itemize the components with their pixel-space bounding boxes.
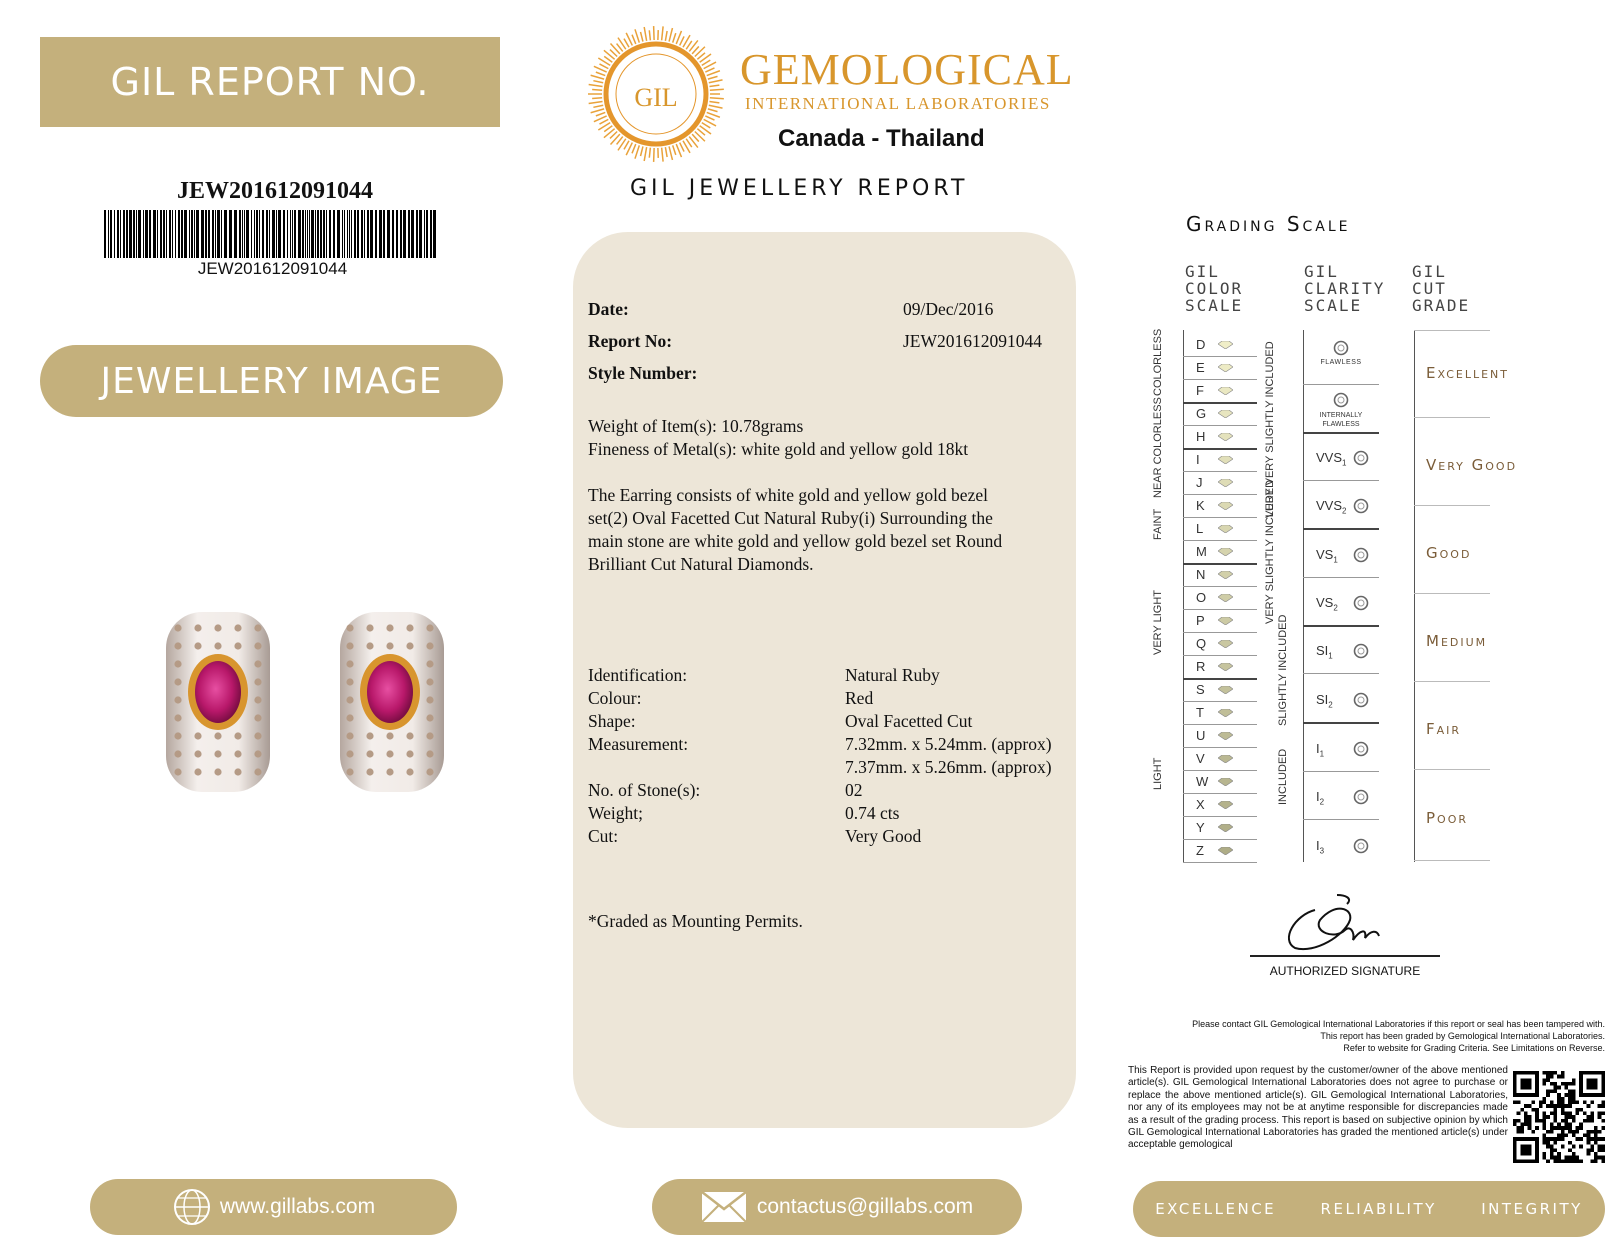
clarity-label bbox=[1316, 838, 1324, 856]
clarity-label bbox=[1316, 692, 1333, 710]
globe-icon bbox=[172, 1187, 212, 1227]
contact-line: This report has been graded by Gemological International Laboratories. bbox=[1320, 1031, 1605, 1041]
color-grade-letter: L bbox=[1196, 521, 1204, 536]
contact-line: Refer to website for Grading Criteria. See Limitations on Reverse. bbox=[1343, 1043, 1605, 1053]
cut-grade-divider bbox=[1414, 593, 1490, 594]
report-no-value: JEW201612091044 bbox=[903, 331, 1043, 351]
detail-value-colour: Red bbox=[845, 688, 874, 708]
qr-code bbox=[1513, 1071, 1605, 1163]
color-grade-row bbox=[1183, 725, 1257, 747]
color-grade-letter: Y bbox=[1196, 820, 1205, 835]
color-grade-letter: I bbox=[1196, 452, 1200, 467]
clarity-label: FLAWLESS bbox=[1320, 359, 1362, 366]
color-head-line: COLOR bbox=[1185, 279, 1244, 298]
clarity-label bbox=[1316, 595, 1338, 613]
color-grade-row bbox=[1183, 656, 1257, 678]
color-group-light: LIGHT bbox=[1152, 757, 1164, 790]
diamond-icon bbox=[1218, 778, 1233, 786]
color-grade-letter: M bbox=[1196, 544, 1207, 559]
color-grade-row bbox=[1183, 518, 1257, 540]
color-grade-letter: U bbox=[1196, 728, 1206, 743]
description-line: main stone are white gold and yellow gold bezel set Round bbox=[588, 531, 1003, 551]
color-grade-row bbox=[1183, 633, 1257, 655]
clarity-grade-row bbox=[1303, 641, 1379, 663]
color-grade-row bbox=[1183, 817, 1257, 839]
clarity-label-base: I bbox=[1316, 838, 1320, 853]
clarity-divider bbox=[1303, 480, 1379, 481]
signature-line bbox=[1250, 955, 1440, 957]
clarity-label-sub: 1 bbox=[1328, 651, 1333, 661]
clarity-label bbox=[1316, 450, 1346, 468]
values-pill bbox=[1133, 1181, 1605, 1237]
cut-grade-divider bbox=[1414, 860, 1490, 861]
diamond-icon bbox=[1333, 392, 1349, 408]
clarity-label-base: VS bbox=[1316, 595, 1334, 610]
color-grade-letter: Q bbox=[1196, 636, 1207, 651]
clarity-grade-row bbox=[1303, 593, 1379, 615]
diamond-icon bbox=[1218, 548, 1233, 556]
mounting-note: *Graded as Mounting Permits. bbox=[588, 911, 803, 931]
cut-grade-divider bbox=[1414, 769, 1490, 770]
detail-value-measurement-2: 7.37mm. x 5.26mm. (approx) bbox=[845, 757, 1052, 777]
website-link[interactable]: www.gillabs.com bbox=[219, 1195, 376, 1218]
color-grade-row bbox=[1183, 564, 1257, 586]
clarity-label-line: FLAWLESS bbox=[1322, 421, 1360, 428]
color-grade-letter: J bbox=[1196, 475, 1203, 490]
cut-grade-divider bbox=[1414, 505, 1490, 506]
logo-text: GIL bbox=[634, 83, 678, 112]
detail-value-stones: 02 bbox=[845, 780, 863, 800]
value-excellence: EXCELLENCE bbox=[1155, 1200, 1277, 1218]
diamond-icon bbox=[1353, 692, 1369, 708]
cut-grade-label: Poor bbox=[1426, 809, 1469, 827]
clarity-grade-row bbox=[1303, 690, 1379, 712]
grading-scale-title: Grading Scale bbox=[1186, 212, 1351, 236]
diamond-icon bbox=[1218, 686, 1233, 694]
jewellery-image-label: JEWELLERY IMAGE bbox=[40, 345, 503, 417]
color-grade-letter: V bbox=[1196, 751, 1205, 766]
report-title: GIL JEWELLERY REPORT bbox=[630, 176, 969, 201]
diamond-icon bbox=[1218, 410, 1233, 418]
color-grade-letter: Z bbox=[1196, 843, 1204, 858]
color-scale-heading bbox=[1185, 263, 1243, 314]
color-grade-letter: T bbox=[1196, 705, 1204, 720]
color-grade-letter: D bbox=[1196, 337, 1206, 352]
clarity-label-base: SI bbox=[1316, 692, 1329, 707]
diamond-icon bbox=[1218, 364, 1233, 372]
detail-label-shape: Shape: bbox=[588, 711, 636, 731]
barcode bbox=[104, 210, 437, 258]
diamond-icon bbox=[1218, 755, 1233, 763]
diamond-icon bbox=[1218, 594, 1233, 602]
detail-value-shape: Oval Facetted Cut bbox=[845, 711, 973, 731]
diamond-icon bbox=[1353, 643, 1369, 659]
brand-title: GEMOLOGICAL bbox=[740, 45, 1074, 94]
color-grade-row bbox=[1183, 840, 1257, 862]
brand-country: Canada - Thailand bbox=[778, 125, 985, 152]
clarity-label-sub: 2 bbox=[1319, 797, 1325, 807]
clarity-label bbox=[1303, 411, 1379, 429]
clarity-divider bbox=[1303, 673, 1379, 674]
website-pill[interactable] bbox=[90, 1179, 457, 1235]
color-grade-letter: E bbox=[1196, 360, 1205, 375]
clarity-label-base: SI bbox=[1316, 643, 1329, 658]
color-grade-row bbox=[1183, 334, 1257, 356]
clarity-label-sub: 2 bbox=[1342, 506, 1347, 516]
detail-label-weight: Weight; bbox=[588, 803, 643, 823]
diamond-icon bbox=[1218, 801, 1233, 809]
style-number-label: Style Number: bbox=[588, 363, 698, 383]
diamond-icon bbox=[1353, 498, 1369, 514]
diamond-icon bbox=[1218, 479, 1233, 487]
diamond-icon bbox=[1218, 571, 1233, 579]
diamond-icon bbox=[1218, 387, 1233, 395]
report-id: JEW201612091044 bbox=[176, 178, 373, 204]
detail-value-weight: 0.74 cts bbox=[845, 803, 900, 823]
value-integrity: INTEGRITY bbox=[1481, 1200, 1583, 1218]
diamond-icon bbox=[1333, 340, 1349, 356]
barcode-text: JEW201612091044 bbox=[197, 259, 348, 278]
clarity-label-sub: 1 bbox=[1319, 749, 1325, 759]
color-grade-row bbox=[1183, 403, 1257, 425]
detail-label-stones: No. of Stone(s): bbox=[588, 780, 701, 800]
diamond-icon bbox=[1218, 456, 1233, 464]
color-group-very-light: VERY LIGHT bbox=[1152, 589, 1164, 655]
clarity-label-base: VVS bbox=[1316, 450, 1343, 465]
clarity-label-base: I bbox=[1316, 741, 1320, 756]
clarity-label-base: VS bbox=[1316, 547, 1334, 562]
cut-grade-divider bbox=[1414, 681, 1490, 682]
clarity-grade-row bbox=[1303, 448, 1379, 470]
clarity-scale-heading bbox=[1304, 263, 1385, 314]
color-row-divider bbox=[1183, 862, 1257, 863]
clarity-divider bbox=[1303, 771, 1379, 772]
color-grade-letter: O bbox=[1196, 590, 1207, 605]
earrings-photo bbox=[150, 600, 460, 800]
diamond-icon bbox=[1353, 547, 1369, 563]
clarity-group-i: INCLUDED bbox=[1277, 748, 1289, 805]
fineness-line: Fineness of Metal(s): white gold and yellow gold 18kt bbox=[588, 439, 969, 459]
clarity-label-base: VVS bbox=[1316, 498, 1343, 513]
diamond-icon bbox=[1353, 741, 1369, 757]
diamond-icon bbox=[1218, 341, 1233, 349]
clarity-label bbox=[1316, 643, 1333, 661]
diamond-icon bbox=[1353, 595, 1369, 611]
clarity-divider bbox=[1303, 625, 1379, 627]
description-line: The Earring consists of white gold and yellow gold bezel bbox=[588, 485, 988, 505]
clarity-divider bbox=[1303, 577, 1379, 578]
cut-grade-heading bbox=[1412, 263, 1470, 314]
color-grade-letter: F bbox=[1196, 383, 1204, 398]
clarity-label-base: I bbox=[1316, 789, 1320, 804]
cut-grade-divider bbox=[1414, 330, 1490, 331]
diamond-icon bbox=[1218, 433, 1233, 441]
diamond-icon bbox=[1218, 525, 1233, 533]
clarity-label bbox=[1316, 789, 1324, 807]
color-group-faint: FAINT bbox=[1152, 508, 1164, 540]
color-grade-row bbox=[1183, 610, 1257, 632]
disclaimer: This Report is provided upon request by the customer/owner of the above mentioned article(s). GIL Gemological International Laboratories does not agree to purchase or replace the above mentioned article(s). GIL Gemological International Laboratories, nor any of its employees may not be at anytime responsible for discrepancies made as a result of the grading process. This report is based on subjective opinion by which GIL Gemological International Laboratories has graded the mentioned article(s) under acceptable gemological bbox=[1128, 1065, 1508, 1151]
color-grade-letter: N bbox=[1196, 567, 1206, 582]
brand-subtitle: INTERNATIONAL LABORATORIES bbox=[745, 94, 1051, 113]
color-grade-letter: S bbox=[1196, 682, 1205, 697]
clarity-group-vvsi: VERY VERY SLIGHTLY INCLUDED bbox=[1264, 341, 1276, 518]
clarity-head-line: CLARITY bbox=[1304, 279, 1386, 298]
color-grade-letter: G bbox=[1196, 406, 1207, 421]
signature bbox=[1275, 890, 1405, 955]
detail-label-measurement: Measurement: bbox=[588, 734, 689, 754]
clarity-grade-row bbox=[1303, 787, 1379, 809]
clarity-label bbox=[1316, 498, 1346, 516]
cut-grade-label: Very Good bbox=[1426, 456, 1518, 474]
color-grade-row bbox=[1183, 771, 1257, 793]
color-grade-row bbox=[1183, 702, 1257, 724]
color-grade-letter: K bbox=[1196, 498, 1205, 513]
clarity-head-line: SCALE bbox=[1304, 296, 1363, 315]
color-grade-row bbox=[1183, 357, 1257, 379]
cut-grade-label: Fair bbox=[1426, 720, 1462, 738]
diamond-icon bbox=[1353, 789, 1369, 805]
clarity-divider bbox=[1303, 722, 1379, 724]
diamond-icon bbox=[1353, 450, 1369, 466]
description-line: set(2) Oval Facetted Cut Natural Ruby(i) Surrounding the bbox=[588, 508, 993, 528]
diamond-icon bbox=[1218, 732, 1233, 740]
color-group-near-colorless: NEAR COLORLESS bbox=[1152, 397, 1164, 498]
diamond-icon bbox=[1218, 502, 1233, 510]
clarity-group-vsi: VERY SLIGHTLY INCLUDED bbox=[1264, 479, 1276, 624]
clarity-label-sub: 3 bbox=[1319, 846, 1325, 856]
email-pill[interactable] bbox=[652, 1179, 1022, 1235]
clarity-divider bbox=[1303, 528, 1379, 530]
cut-head-line: GRADE bbox=[1412, 296, 1471, 315]
clarity-label-sub: 2 bbox=[1333, 603, 1338, 613]
detail-label-identification: Identification: bbox=[588, 665, 688, 685]
diamond-icon bbox=[1218, 640, 1233, 648]
color-group-colorless: COLORLESS bbox=[1152, 328, 1164, 396]
cut-grade-divider bbox=[1414, 417, 1490, 418]
clarity-label-sub: 1 bbox=[1342, 458, 1347, 468]
color-grade-row bbox=[1183, 380, 1257, 402]
cut-grade-label: Medium bbox=[1426, 632, 1488, 650]
color-grade-row bbox=[1183, 426, 1257, 448]
clarity-group-si: SLIGHTLY INCLUDED bbox=[1277, 614, 1289, 726]
report-no-row-label: Report No: bbox=[588, 331, 673, 351]
diamond-icon bbox=[1353, 838, 1369, 854]
clarity-divider bbox=[1303, 432, 1379, 434]
date-label: Date: bbox=[588, 299, 629, 319]
diamond-icon bbox=[1218, 617, 1233, 625]
color-grade-letter: R bbox=[1196, 659, 1206, 674]
diamond-icon bbox=[1218, 663, 1233, 671]
clarity-grade-flawless bbox=[1303, 340, 1379, 386]
diamond-icon bbox=[1218, 847, 1233, 855]
color-grade-row bbox=[1183, 495, 1257, 517]
email-link[interactable]: contactus@gillabs.com bbox=[756, 1195, 974, 1218]
cut-head-line: CUT bbox=[1412, 279, 1447, 298]
clarity-label-line: INTERNALLY bbox=[1319, 412, 1363, 419]
color-grade-row bbox=[1183, 748, 1257, 770]
description-line: Brilliant Cut Natural Diamonds. bbox=[588, 554, 814, 574]
color-grade-row bbox=[1183, 794, 1257, 816]
envelope-icon bbox=[701, 1191, 747, 1223]
color-grade-row bbox=[1183, 472, 1257, 494]
color-grade-row bbox=[1183, 587, 1257, 609]
clarity-label bbox=[1316, 547, 1338, 565]
diamond-icon bbox=[1218, 824, 1233, 832]
cut-grade-border bbox=[1414, 330, 1415, 862]
clarity-divider bbox=[1303, 819, 1379, 820]
clarity-head-line: GIL bbox=[1304, 262, 1339, 281]
color-grade-letter: P bbox=[1196, 613, 1205, 628]
detail-value-identification: Natural Ruby bbox=[845, 665, 940, 685]
clarity-grade-row bbox=[1303, 496, 1379, 518]
color-grade-row bbox=[1183, 449, 1257, 471]
clarity-divider bbox=[1303, 384, 1379, 385]
value-reliability: RELIABILITY bbox=[1320, 1200, 1437, 1218]
cut-grade-label: Good bbox=[1426, 544, 1472, 562]
date-value: 09/Dec/2016 bbox=[903, 299, 994, 319]
detail-label-cut: Cut: bbox=[588, 826, 619, 846]
cut-grade-label: Excellent bbox=[1426, 364, 1509, 382]
clarity-grade-row bbox=[1303, 739, 1379, 761]
detail-label-colour: Colour: bbox=[588, 688, 642, 708]
color-grade-letter: H bbox=[1196, 429, 1206, 444]
gil-logo bbox=[584, 22, 729, 167]
color-head-line: SCALE bbox=[1185, 296, 1244, 315]
clarity-grade-row bbox=[1303, 836, 1379, 858]
clarity-label bbox=[1316, 741, 1324, 759]
color-grade-letter: X bbox=[1196, 797, 1205, 812]
clarity-label-sub: 2 bbox=[1328, 700, 1333, 710]
color-grade-row bbox=[1183, 679, 1257, 701]
detail-value-measurement: 7.32mm. x 5.24mm. (approx) bbox=[845, 734, 1052, 754]
clarity-label-sub: 1 bbox=[1333, 555, 1338, 565]
report-no-label: GIL REPORT NO. bbox=[40, 37, 500, 127]
weight-line: Weight of Item(s): 10.78grams bbox=[588, 416, 804, 436]
signature-label: AUTHORIZED SIGNATURE bbox=[1269, 964, 1421, 978]
detail-value-cut: Very Good bbox=[845, 826, 922, 846]
color-grade-row bbox=[1183, 541, 1257, 563]
clarity-grade-row bbox=[1303, 545, 1379, 567]
color-head-line: GIL bbox=[1185, 262, 1220, 281]
color-grade-letter: W bbox=[1196, 774, 1209, 789]
contact-line: Please contact GIL Gemological International Laboratories if this report or seal has been tampered with. bbox=[1192, 1019, 1605, 1029]
cut-head-line: GIL bbox=[1412, 262, 1447, 281]
left-earring bbox=[166, 612, 270, 792]
diamond-icon bbox=[1218, 709, 1233, 717]
contact-notice bbox=[1100, 1018, 1605, 1054]
